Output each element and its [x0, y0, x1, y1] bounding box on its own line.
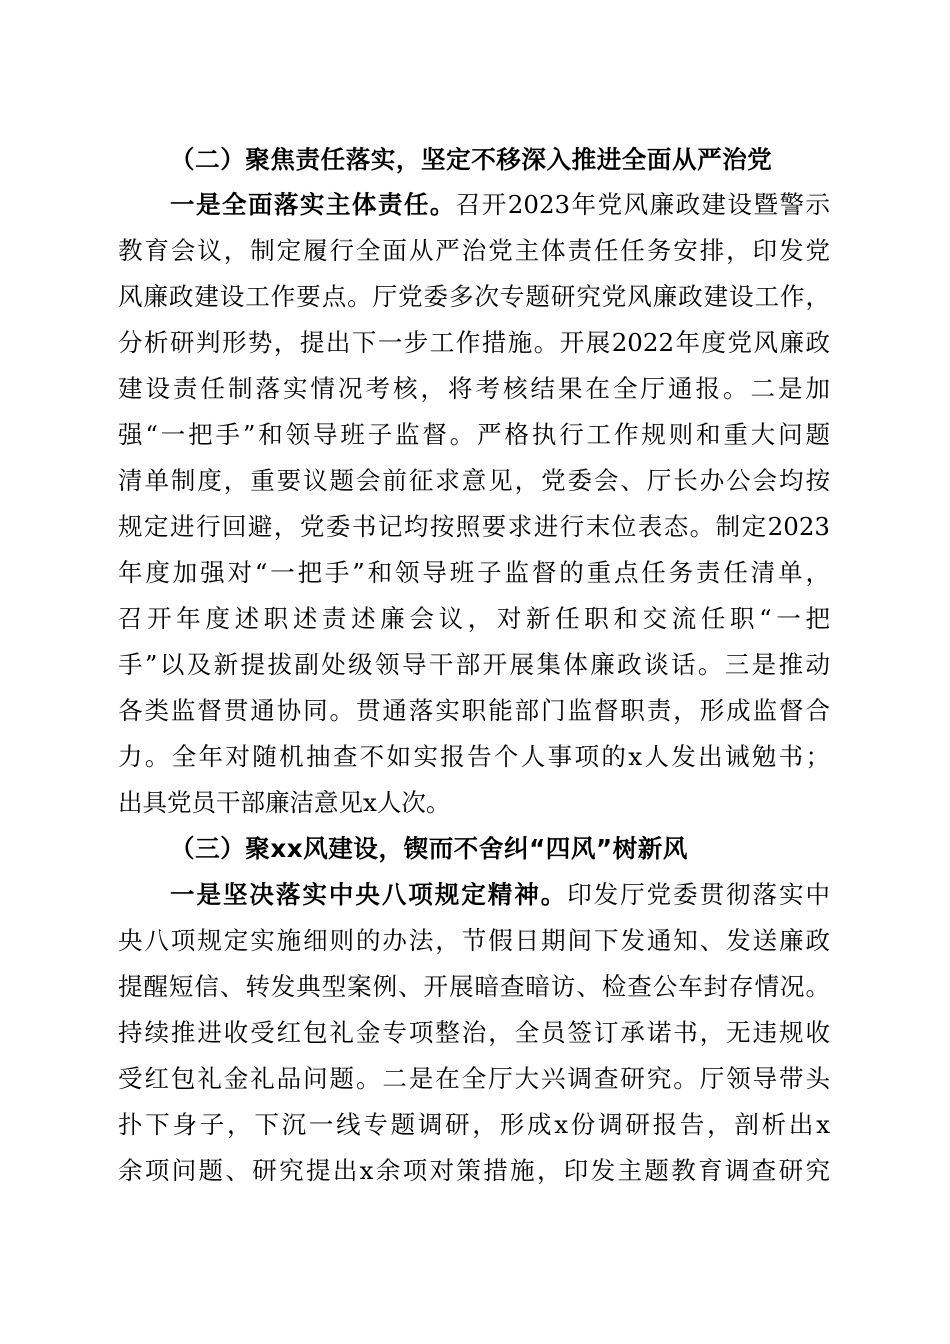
paragraph-lead: 一是坚决落实中央八项规定精神。	[170, 880, 568, 909]
paragraph-line: 余项问题、研究提出x余项对策措施，印发主题教育调查研究	[118, 1156, 830, 1185]
paragraph-line: 扑下身子，下沉一线专题调研，形成x份调研报告，剖析出x	[118, 1110, 830, 1139]
paragraph-line: 规定进行回避，党委书记均按照要求进行末位表态。制定2023	[118, 512, 830, 541]
section-heading-2-text: （二）聚焦责任落实，坚定不移深入推进全面从严治党	[170, 145, 773, 174]
paragraph-line: 建设责任制落实情况考核，将考核结果在全厅通报。二是加	[118, 374, 830, 403]
paragraph-line: 持续推进收受红包礼金专项整治，全员签订承诺书，无违规收	[118, 1018, 830, 1047]
paragraph-lead: 一是全面落实主体责任。	[170, 190, 456, 219]
section-heading-3	[170, 829, 810, 869]
paragraph-line: 教育会议，制定履行全面从严治党主体责任任务安排，印发党	[118, 236, 830, 265]
section-heading-2	[170, 140, 810, 180]
paragraph-line: 提醒短信、转发典型案例、开展暗查暗访、检查公车封存情况。	[118, 972, 830, 1001]
paragraph-line: 出具党员干部廉洁意见x人次。	[118, 788, 451, 817]
paragraph-line: 手”以及新提拔副处级领导干部开展集体廉政谈话。三是推动	[118, 650, 830, 679]
paragraph-line: 年度加强对“一把手”和领导班子监督的重点任务责任清单，	[118, 558, 830, 587]
paragraph-line: 受红包礼金礼品问题。二是在全厅大兴调查研究。厅领导带头	[118, 1064, 830, 1093]
paragraph-text: 印发厅党委贯彻落实中	[567, 880, 830, 909]
paragraph-line: 清单制度，重要议题会前征求意见，党委会、厅长办公会均按	[118, 466, 830, 495]
paragraph-line: 强“一把手”和领导班子监督。严格执行工作规则和重大问题	[118, 420, 830, 449]
paragraph-line: 各类监督贯通协同。贯通落实职能部门监督职责，形成监督合	[118, 696, 830, 725]
paragraph-line: 风廉政建设工作要点。厅党委多次专题研究党风廉政建设工作，	[118, 282, 830, 311]
paragraph-line	[170, 875, 830, 915]
paragraph-text: 召开2023年党风廉政建设暨警示	[455, 190, 830, 219]
paragraph-line: 召开年度述职述责述廉会议，对新任职和交流任职“一把	[118, 604, 830, 633]
paragraph-line: 力。全年对随机抽查不如实报告个人事项的x人发出诫勉书；	[118, 742, 830, 771]
paragraph-line: 央八项规定实施细则的办法，节假日期间下发通知、发送廉政	[118, 926, 830, 955]
paragraph-line: 分析研判形势，提出下一步工作措施。开展2022年度党风廉政	[118, 328, 830, 357]
paragraph-line	[170, 185, 830, 225]
section-heading-3-text: （三）聚xx风建设，锲而不舍纠“四风”树新风	[170, 834, 689, 863]
